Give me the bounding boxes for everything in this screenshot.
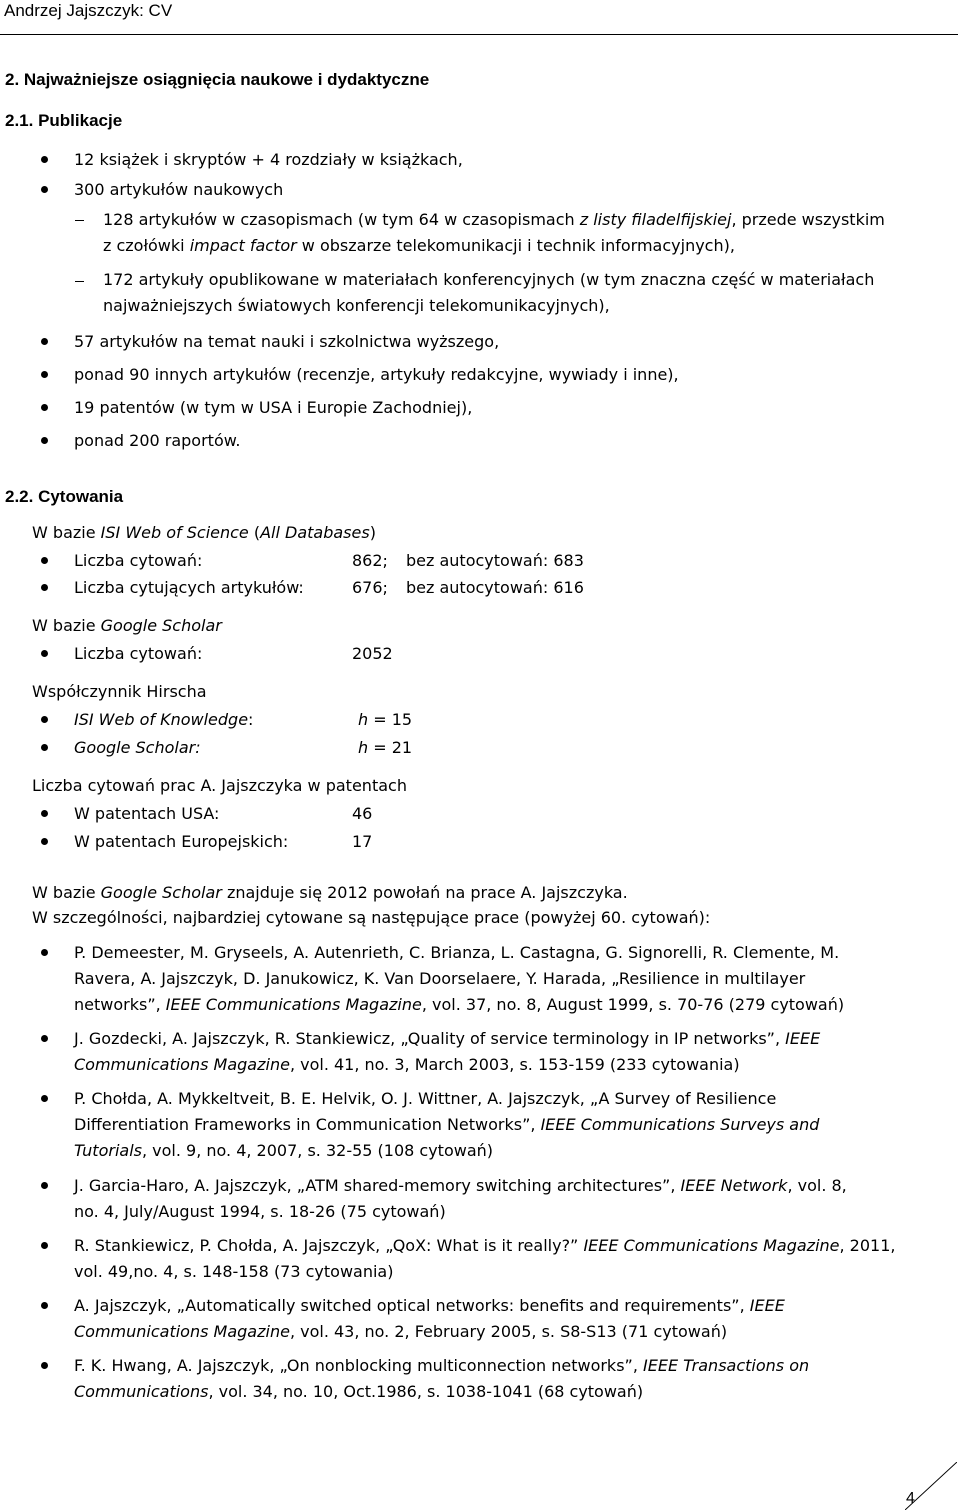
ref2-line1: J. Gozdecki, A. Jajszczyk, R. Stankiewicz, „Quality of service terminology in IP networks”, IEEE bbox=[74, 1029, 821, 1048]
ref6-line1: A. Jajszczyk, „Automatically switched optical networks: benefits and requirements”, IEEE bbox=[74, 1296, 785, 1315]
isi-citing-value: 676; bbox=[352, 578, 388, 597]
bullet bbox=[41, 1095, 48, 1102]
hirsch-gs-label: Google Scholar: bbox=[74, 738, 201, 757]
bullet bbox=[41, 186, 48, 193]
bullet bbox=[41, 716, 48, 723]
bullet bbox=[41, 584, 48, 591]
bullet bbox=[41, 1362, 48, 1369]
bullet bbox=[41, 949, 48, 956]
ref4-line1: J. Garcia-Haro, A. Jajszczyk, „ATM shared-memory switching architectures”, IEEE Network, vol. 8, bbox=[74, 1176, 847, 1195]
gs-citations-label: Liczba cytowań: bbox=[74, 644, 203, 663]
pub-item-other: ponad 90 innych artykułów (recenzje, artykuły redakcyjne, wywiady i inne), bbox=[74, 365, 679, 384]
patent-usa-label: W patentach USA: bbox=[74, 804, 220, 823]
ref3-line2: Differentiation Frameworks in Communication Networks”, IEEE Communications Surveys and bbox=[74, 1115, 820, 1134]
pub-sub-conf-line2: najważniejszych światowych konferencji telekomunikacyjnych), bbox=[103, 296, 610, 315]
publications-heading: 2.1. Publikacje bbox=[5, 111, 123, 130]
patent-eu-value: 17 bbox=[352, 832, 373, 851]
hirsch-gs-value: h = 21 bbox=[358, 738, 413, 757]
page-number: 4 bbox=[906, 1490, 915, 1507]
hirsch-title: Współczynnik Hirscha bbox=[32, 682, 207, 701]
header-rule bbox=[0, 34, 958, 35]
dash bbox=[75, 220, 84, 221]
bullet bbox=[41, 810, 48, 817]
bullet bbox=[41, 838, 48, 845]
citations-heading: 2.2. Cytowania bbox=[5, 487, 124, 506]
bullet bbox=[41, 338, 48, 345]
ref5-line1: R. Stankiewicz, P. Chołda, A. Jajszczyk, „QoX: What is it really?” IEEE Communications Magazine, 2011, bbox=[74, 1236, 896, 1255]
section-heading: 2. Najważniejsze osiągnięcia naukowe i dydaktyczne bbox=[5, 70, 430, 89]
gs-citations-value: 2052 bbox=[352, 644, 393, 663]
bullet bbox=[41, 744, 48, 751]
top-cited-intro: W szczególności, najbardziej cytowane są następujące prace (powyżej 60. cytowań): bbox=[32, 908, 711, 927]
ref3-line3: Tutorials, vol. 9, no. 4, 2007, s. 32-55 (108 cytowań) bbox=[74, 1141, 493, 1160]
ref1-line3: networks”, IEEE Communications Magazine, vol. 37, no. 8, August 1999, s. 70-76 (279 cytowań) bbox=[74, 995, 845, 1014]
isi-citations-value: 862; bbox=[352, 551, 388, 570]
pub-item-articles: 300 artykułów naukowych bbox=[74, 180, 284, 199]
ref3-line1: P. Chołda, A. Mykkeltveit, B. E. Helvik, O. J. Wittner, A. Jajszczyk, „A Survey of Resilience bbox=[74, 1089, 777, 1108]
pub-item-patents: 19 patentów (w tym w USA i Europie Zachodniej), bbox=[74, 398, 473, 417]
ref1-line1: P. Demeester, M. Gryseels, A. Autenrieth, C. Brianza, L. Castagna, G. Signorelli, R. Clemente, M. bbox=[74, 943, 840, 962]
ref7-line2: Communications, vol. 34, no. 10, Oct.1986, s. 1038-1041 (68 cytowań) bbox=[74, 1382, 644, 1401]
bullet bbox=[41, 1035, 48, 1042]
pub-sub-journals-line2: z czołówki impact factor w obszarze telekomunikacji i technik informacyjnych), bbox=[103, 236, 735, 255]
ref5-line2: vol. 49,no. 4, s. 148-158 (73 cytowania) bbox=[74, 1262, 394, 1281]
hirsch-isi-value: h = 15 bbox=[358, 710, 413, 729]
isi-citing-label: Liczba cytujących artykułów: bbox=[74, 578, 304, 597]
bullet bbox=[41, 1242, 48, 1249]
bullet bbox=[41, 404, 48, 411]
bullet bbox=[41, 1302, 48, 1309]
patent-usa-value: 46 bbox=[352, 804, 373, 823]
ref4-line2: no. 4, July/August 1994, s. 18-26 (75 cytowań) bbox=[74, 1202, 446, 1221]
dash bbox=[75, 281, 84, 282]
pub-sub-journals-line1: 128 artykułów w czasopismach (w tym 64 w czasopismach z listy filadelfijskiej, przede wszystkim bbox=[103, 210, 885, 229]
patent-citations-title: Liczba cytowań prac A. Jajszczyka w patentach bbox=[32, 776, 407, 795]
isi-citations-noself: bez autocytowań: 683 bbox=[406, 551, 584, 570]
bullet bbox=[41, 437, 48, 444]
ref7-line1: F. K. Hwang, A. Jajszczyk, „On nonblocking multiconnection networks”, IEEE Transactions on bbox=[74, 1356, 810, 1375]
ref1-line2: Ravera, A. Jajszczyk, D. Janukowicz, K. Van Doorselaere, Y. Harada, „Resilience in multilayer bbox=[74, 969, 806, 988]
isi-citations-label: Liczba cytowań: bbox=[74, 551, 203, 570]
pub-sub-conf-line1: 172 artykuły opublikowane w materiałach konferencyjnych (w tym znaczna część w materiałach bbox=[103, 270, 875, 289]
bullet bbox=[41, 1182, 48, 1189]
pub-item-books: 12 książek i skryptów + 4 rozdziały w książkach, bbox=[74, 150, 463, 169]
page-header-title: Andrzej Jajszczyk: CV bbox=[4, 1, 173, 20]
gs-intro: W bazie Google Scholar bbox=[32, 616, 222, 635]
ref6-line2: Communications Magazine, vol. 43, no. 2, February 2005, s. S8-S13 (71 cytowań) bbox=[74, 1322, 728, 1341]
bullet bbox=[41, 371, 48, 378]
bullet bbox=[41, 650, 48, 657]
hirsch-isi-label: ISI Web of Knowledge: bbox=[74, 710, 254, 729]
bullet bbox=[41, 557, 48, 564]
pub-item-reports: ponad 200 raportów. bbox=[74, 431, 241, 450]
isi-intro: W bazie ISI Web of Science (All Databases) bbox=[32, 523, 376, 542]
ref2-line2: Communications Magazine, vol. 41, no. 3, March 2003, s. 153-159 (233 cytowania) bbox=[74, 1055, 740, 1074]
bullet bbox=[41, 156, 48, 163]
pub-item-science: 57 artykułów na temat nauki i szkolnictwa wyższego, bbox=[74, 332, 500, 351]
isi-citing-noself: bez autocytowań: 616 bbox=[406, 578, 584, 597]
patent-eu-label: W patentach Europejskich: bbox=[74, 832, 289, 851]
gs-total-mentions: W bazie Google Scholar znajduje się 2012 powołań na prace A. Jajszczyka. bbox=[32, 883, 628, 902]
